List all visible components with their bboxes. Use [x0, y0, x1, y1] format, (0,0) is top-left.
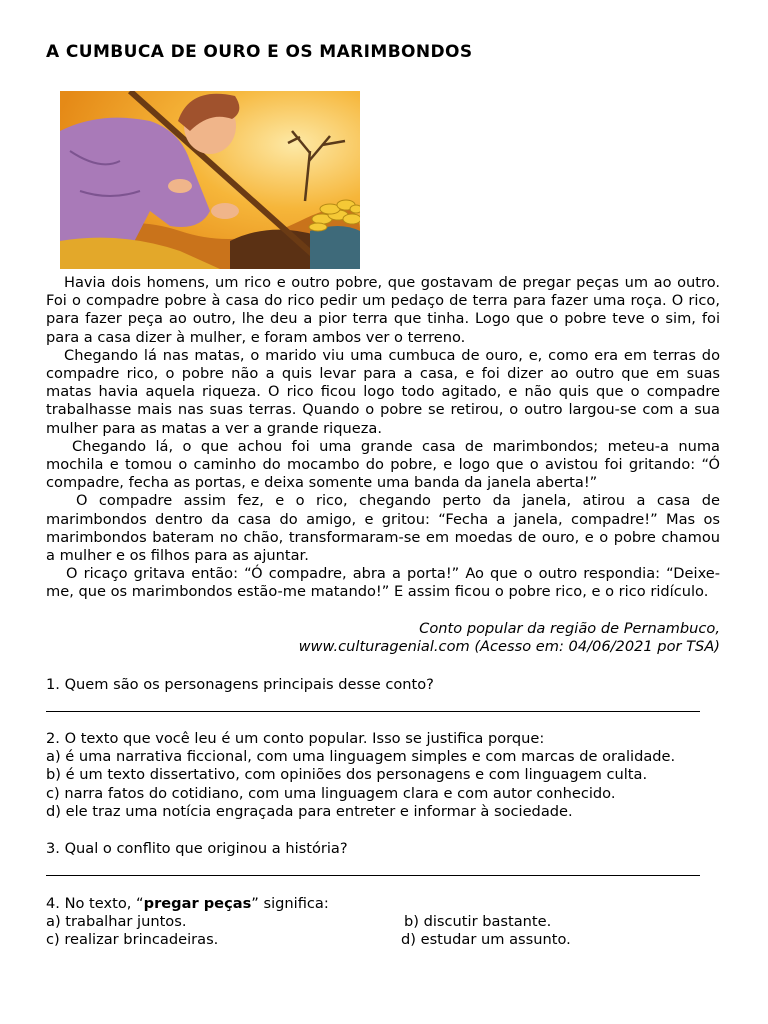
option-a[interactable]: a) é uma narrativa ficcional, com uma linguagem simples e com marcas de oralidade.: [46, 748, 676, 766]
story-paragraph: O ricaço gritava então: “Ó compadre, abra a porta!” Ao que o outro respondia: “Deixe-me, que os marimbondos estão-me matando!” E assim ficou o pobre rico, e o rico ridículo.: [46, 565, 720, 601]
question-text: 2. O texto que você leu é um conto popular. Isso se justifica porque:: [46, 730, 545, 747]
option-d[interactable]: d) ele traz uma notícia engraçada para entreter e informar à sociedade.: [46, 802, 573, 820]
question-4: [46, 895, 726, 950]
page-title: A CUMBUCA DE OURO E OS MARIMBONDOS: [46, 42, 473, 62]
question-2: [46, 730, 726, 821]
story-paragraph: Chegando lá nas matas, o marido viu uma cumbuca de ouro, e, como era em terras do compadre rico, o pobre não a quis levar para a casa, e foi dizer ao outro que em suas matas havia aquela riqueza. O rico ficou logo todo agitado, e não quis que o compadre trabalhasse mais nas suas terras. Quando o pobre se retirou, o outro largou-se com a sua mulher para as matas a ver a grande riqueza.: [46, 346, 720, 437]
pot: [310, 226, 360, 269]
source-citation: [299, 620, 720, 656]
question-suffix: ” significa:: [251, 895, 329, 912]
illustration-svg: [60, 91, 360, 269]
question-prefix: 4. No texto, “: [46, 895, 144, 912]
options-row-2: [46, 931, 726, 949]
question-term: pregar peças: [143, 895, 252, 912]
option-b[interactable]: b) discutir bastante.: [404, 913, 552, 931]
answer-line-1[interactable]: [46, 696, 700, 712]
question-3: [46, 840, 726, 858]
story-paragraph: Chegando lá, o que achou foi uma grande casa de marimbondos; meteu-a numa mochila e tomou o caminho do mocambo do pobre, e logo que o avistou foi gritando: “Ó compadre, fecha as portas, e deixa somente uma banda da janela aberta!”: [46, 437, 720, 492]
question-text: [46, 895, 726, 913]
source-line: Conto popular da região de Pernambuco,: [419, 620, 720, 637]
story-text: [46, 274, 720, 602]
story-paragraph: Havia dois homens, um rico e outro pobre, que gostavam de pregar peças um ao outro. Foi o compadre pobre à casa do rico pedir um pedaço de terra para fazer uma roça. O rico, para fazer peça ao outro, lhe deu a pior terra que tinha. Logo que o pobre teve o sim, foi para a casa dizer à mulher, e foram ambos ver o terreno.: [46, 274, 720, 346]
answer-line-3[interactable]: [46, 860, 700, 876]
hand-right: [211, 203, 239, 219]
source-url: www.culturagenial.com (Acesso em: 04/06/2021 por TSA): [298, 638, 720, 656]
option-a[interactable]: a) trabalhar juntos.: [46, 913, 187, 931]
option-b[interactable]: b) é um texto dissertativo, com opiniões dos personagens e com linguagem culta.: [46, 766, 648, 784]
hand-left: [168, 179, 192, 193]
option-d[interactable]: d) estudar um assunto.: [401, 931, 571, 949]
options-row-1: [46, 913, 726, 931]
question-text: 1. Quem são os personagens principais desse conto?: [46, 676, 434, 693]
option-c[interactable]: c) narra fatos do cotidiano, com uma linguagem clara e com autor conhecido.: [46, 784, 616, 802]
story-paragraph: O compadre assim fez, e o rico, chegando perto da janela, atirou a casa de marimbondos dentro da casa do amigo, e gritou: “Fecha a janela, compadre!” Mas os marimbondos bateram no chão, transformaram-se em moedas de ouro, e o pobre chamou a mulher e os filhos para as ajuntar.: [46, 492, 720, 565]
story-illustration: [60, 91, 360, 269]
question-1: [46, 676, 726, 694]
option-c[interactable]: c) realizar brincadeiras.: [46, 931, 219, 949]
question-text: 3. Qual o conflito que originou a história?: [46, 840, 348, 857]
